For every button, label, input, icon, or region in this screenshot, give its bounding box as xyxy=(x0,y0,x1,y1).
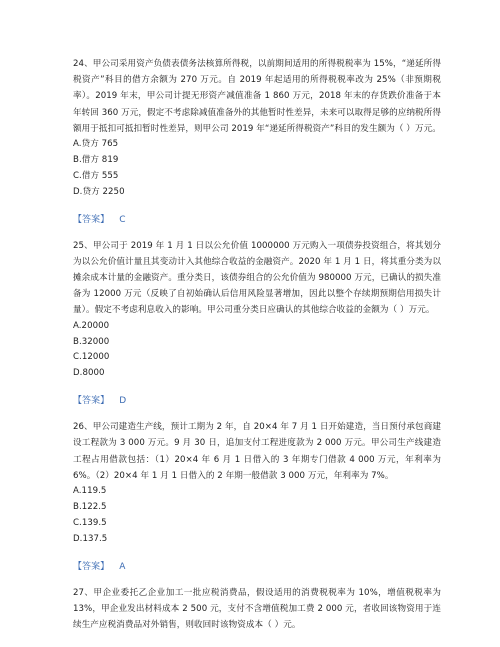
question-26 xyxy=(73,419,441,573)
option-list xyxy=(73,319,441,383)
option-b: B.32000 xyxy=(73,336,110,347)
option-b: B.借方 819 xyxy=(73,154,119,165)
option-c: C.139.5 xyxy=(73,517,107,528)
option-c: C.12000 xyxy=(73,352,110,363)
question-stem: 26、甲公司建造生产线，预计工期为 2 年，自 20×4 年 7 月 1 日开始建造，当日预付承包商建设工程款为 3 000 万元。9 月 30 日，追加支付工程进度款为 2 000 万元。甲公司生产线建造工程占用借款包括：（1）20×4 年 6 月 1 日借入的 3 年期专门借款 4 000 万元，年利率为 6%。（2）20×4 年 1 月 1 日借入的 2 年期一般借款 3 000 万元，年利率为 7%。 xyxy=(73,422,441,481)
option-b: B.122.5 xyxy=(73,502,107,512)
question-stem: 27、甲企业委托乙企业加工一批应税消费品，假设适用的消费税税率为 10%，增值税税率为 13%，甲企业发出材料成本 2 500 元，支付不含增值税加工费 2 000 元，者收回该物资用于连续生产应税消费品对外销售，则收回时该物资成本（ ）元。 xyxy=(73,587,441,631)
answer-value: A xyxy=(119,561,126,572)
option-list xyxy=(73,137,441,201)
option-a: A.贷方 765 xyxy=(73,139,119,150)
question-27 xyxy=(73,585,441,634)
question-25 xyxy=(73,238,441,409)
option-d: D.贷方 2250 xyxy=(73,186,125,197)
option-c: C.借方 555 xyxy=(73,170,119,181)
document-page xyxy=(73,56,441,633)
answer-value: D xyxy=(119,396,127,407)
option-list xyxy=(73,484,441,548)
answer-label: 【答案】 xyxy=(73,561,110,572)
question-24 xyxy=(73,56,441,227)
answer-line xyxy=(73,213,441,227)
option-a: A.20000 xyxy=(73,320,110,331)
answer-value: C xyxy=(119,214,126,225)
option-d: D.8000 xyxy=(73,368,105,379)
option-a: A.119.5 xyxy=(73,486,107,497)
answer-line xyxy=(73,394,441,408)
answer-label: 【答案】 xyxy=(73,214,110,225)
answer-label: 【答案】 xyxy=(73,396,110,407)
option-d: D.137.5 xyxy=(73,533,108,544)
question-stem: 24、甲公司采用资产负债表债务法核算所得税，以前期间适用的所得税税率为 15%，“递延所得税资产”科目的借方余额为 270 万元。自 2019 年起适用的所得税税率改为 25%（非预期税率）。2019 年末，甲公司计提无形资产减值准备 1 860 万元，2018 年末的存货跌价准备于本年转回 360 万元，假定不考虑除减值准备外的其他暂时性差异，未来可以取得足够的应纳税所得额用于抵扣可抵扣暂时性差异，则甲公司 2019 年“递延所得税资产”科目的发生额为（ ）万元。 xyxy=(73,59,441,134)
answer-line xyxy=(73,560,441,574)
question-stem: 25、甲公司于 2019 年 1 月 1 日以公允价值 1000000 万元购入一项债券投资组合，将其划分为以公允价值计量且其变动计入其他综合收益的金融资产。2020 年 1 月 1 日，将其重分类为以摊余成本计量的金融资产。重分类日，该债券组合的公允价值为 980000 万元，已确认的损失准备为 12000 万元（反映了自初始确认后信用风险显著增加，因此以整个存续期预期信用损失计量）。假定不考虑利息收入的影响。甲公司重分类日应确认的其他综合收益的金额为（ ）万元。 xyxy=(73,240,441,316)
